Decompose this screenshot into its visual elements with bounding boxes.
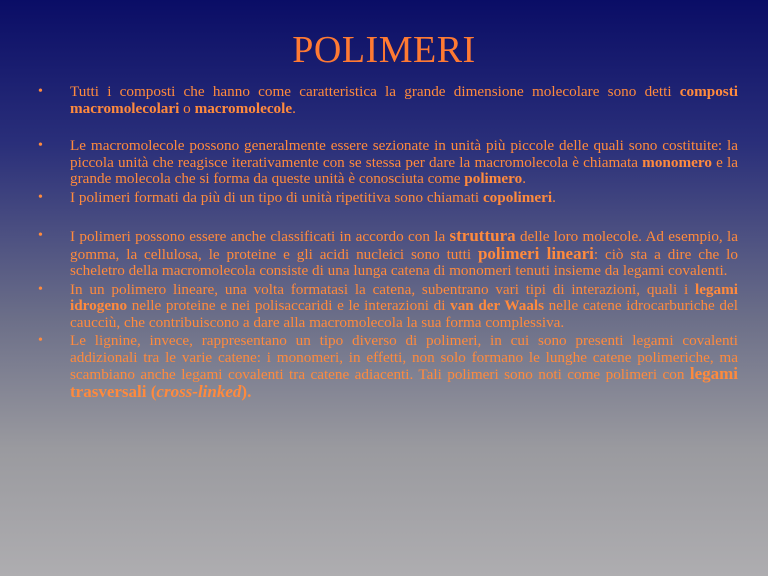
bullet-icon: • [38,281,43,297]
bullet-icon: • [38,84,43,99]
item-bold-text: monomero [642,153,712,171]
bullet-icon: • [38,333,43,348]
item-bold-text: copolimeri [482,188,553,206]
item-text: . [292,99,296,117]
item-text: nelle proteine e nei polisaccaridi e le interazioni di [127,297,451,314]
item-bold-text: legami idrogeno [70,280,738,314]
bullet-item-2 [38,138,738,188]
item-large-bold-text: legami trasversali [70,364,738,401]
item-text: In un polimero lineare, una volta formatasi la catena, subentrano vari tipi di interazioni, quali i [70,280,695,298]
item-bold-text: ). [241,381,252,401]
item-text: delle loro molecole. Ad esempio, la gomma, la cellulosa, le proteine e gli acidi nucleici sono tutti [70,228,738,263]
slide-title: POLIMERI [292,29,476,71]
bullet-icon: • [38,189,43,205]
item-text: I polimeri possono essere anche classificati in accordo con la [70,228,450,245]
item-text: e la grande molecola che si forma da queste unità è conosciuta come [70,153,738,187]
bullet-item-6 [38,333,738,401]
item-text: I polimeri formati da più di un tipo di unità ripetitiva sono chiamati [70,188,483,206]
item-text: Tutti i composti che hanno come caratteristica la grande dimensione molecolare sono detti [70,83,680,100]
item-text: Le macromolecole possono generalmente essere sezionate in unità più piccole delle quali sono costituite: la piccola unità che reagisce iterativamente con se stessa per dare la macromolecola è chiamata [70,137,738,171]
item-bold-text: macromolecole [194,99,293,117]
bullet-item-4 [38,228,738,280]
item-bold-text: polimero [464,170,523,187]
bullet-item-3 [38,190,738,207]
bullet-item-1 [38,84,738,117]
item-large-bold-text: struttura [449,226,516,245]
bullet-list [38,84,738,401]
item-bold-text: ( [146,381,157,401]
item-large-bold-text: polimeri lineari [477,243,594,263]
bullet-item-5 [38,282,738,332]
item-text: . [552,188,556,206]
item-text: o [179,99,195,117]
item-text: nelle catene idrocarburiche del caucciù, che contribuiscono a dare alla macromolecola la sua forma complessiva. [70,297,738,331]
item-bold-text: van der Waals [450,297,545,314]
item-text: Le lignine, invece, rappresentano un tipo diverso di polimeri, in cui sono presenti legami covalenti addizionali tra le varie catene: i monomeri, in effetti, non solo formano le lunghe catene polimeriche, ma scambiano anche legami covalenti tra catene adiacenti. Tali polimeri sono noti come polimeri con [70,332,738,383]
item-italic-bold-text: cross-linked [156,381,242,401]
item-text: : ciò sta a dire che lo scheletro della macromolecola consiste di una lunga catena di monomeri tenuti insieme da legami covalenti. [70,245,738,279]
bullet-icon: • [38,138,43,153]
bullet-icon: • [38,228,43,243]
item-bold-text: composti macromolecolari [70,83,738,117]
item-text: . [522,170,527,187]
